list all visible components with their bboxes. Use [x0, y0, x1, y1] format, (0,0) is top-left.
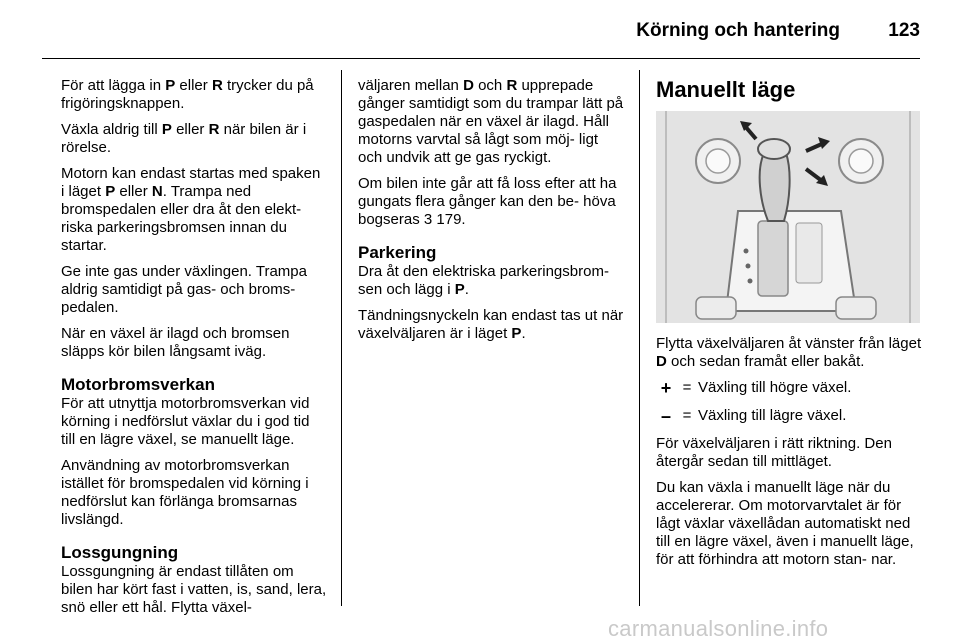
legend-equals: = — [682, 407, 692, 424]
paragraph: Du kan växla i manuellt läge när du accelererar. Om motorvarvtalet är för lågt växlar växellådan automatiskt ned till en lägre växel, även i manuellt läge, för att förhindra att motorn stan- nar. — [656, 479, 914, 568]
paragraph: För växelväljaren i rätt riktning. Den återgår sedan till mittläget. — [656, 435, 892, 470]
legend-equals: = — [682, 379, 692, 396]
legend-row-upshift — [656, 379, 924, 397]
gear-selector-illustration — [656, 111, 920, 323]
plus-icon: + — [660, 378, 672, 398]
section-heading-motorbromsverkan: Motorbromsverkan — [61, 375, 215, 394]
section-title-manuellt-lage: Manuellt läge — [656, 77, 796, 102]
page-header — [0, 0, 960, 60]
section-heading-lossgungning: Lossgungning — [61, 543, 179, 562]
paragraph: Tändningsnyckeln kan endast tas ut när växelväljaren är i läget P. — [358, 307, 624, 342]
paragraph: väljaren mellan D och R upprepade gånger samtidigt som du trampar lätt på gaspedalen när en växel är ilagd. Håll motorns varvtal så lågt som möj- ligt och undvik att ge gas ryckigt. — [358, 77, 624, 166]
paragraph: Om bilen inte går att få loss efter att ha gungats flera gånger kan den be- höva bogseras 3 179. — [358, 175, 617, 228]
paragraph: När en växel är ilagd och bromsen släpps kör bilen långsamt iväg. — [61, 325, 290, 360]
page-reference[interactable]: 179. — [436, 211, 466, 228]
column-1 — [61, 77, 327, 625]
paragraph: Användning av motorbromsverkan istället för bromspedalen vid körning i nedförslut kan förlänga bromsarnas livslängd. — [61, 457, 309, 528]
chapter-title: Körning och hantering — [636, 20, 840, 41]
watermark: carmanualsonline.info — [608, 616, 829, 641]
column-2 — [358, 77, 624, 351]
paragraph: Flytta växelväljaren åt vänster från läget D och sedan framåt eller bakåt. — [656, 335, 922, 370]
paragraph: Lossgungning är endast tillåten om bilen har kört fast i vatten, is, sand, lera, snö eller ett hål. Flytta växel- — [61, 563, 327, 616]
column-divider-left — [341, 70, 342, 606]
paragraph: Dra åt den elektriska parkeringsbrom- sen och lägg i P. — [358, 263, 609, 298]
header-rule — [42, 58, 920, 59]
column-divider-right — [639, 70, 640, 606]
minus-icon: – — [660, 406, 671, 426]
section-heading-parkering: Parkering — [358, 243, 437, 262]
page-number: 123 — [888, 20, 920, 41]
paragraph: Ge inte gas under växlingen. Trampa aldrig samtidigt på gas- och broms- pedalen. — [61, 263, 307, 316]
legend-text: Växling till högre växel. — [698, 379, 852, 396]
column-3 — [656, 77, 924, 577]
paragraph: Växla aldrig till P eller R när bilen är i rörelse. — [61, 121, 307, 156]
legend-row-downshift — [656, 407, 924, 425]
legend-text: Växling till lägre växel. — [698, 407, 847, 424]
paragraph: För att lägga in P eller R trycker du på frigöringsknappen. — [61, 77, 314, 112]
paragraph: Motorn kan endast startas med spaken i läget P eller N. Trampa ned bromspedalen eller dra åt den elekt- riska parkeringsbromsen innan du startar. — [61, 165, 321, 254]
paragraph: För att utnyttja motorbromsverkan vid körning i nedförslut växlar du i god tid till en lägre växel, se manuellt läge. — [61, 395, 310, 448]
page-reference-icon: 3 — [423, 211, 433, 228]
